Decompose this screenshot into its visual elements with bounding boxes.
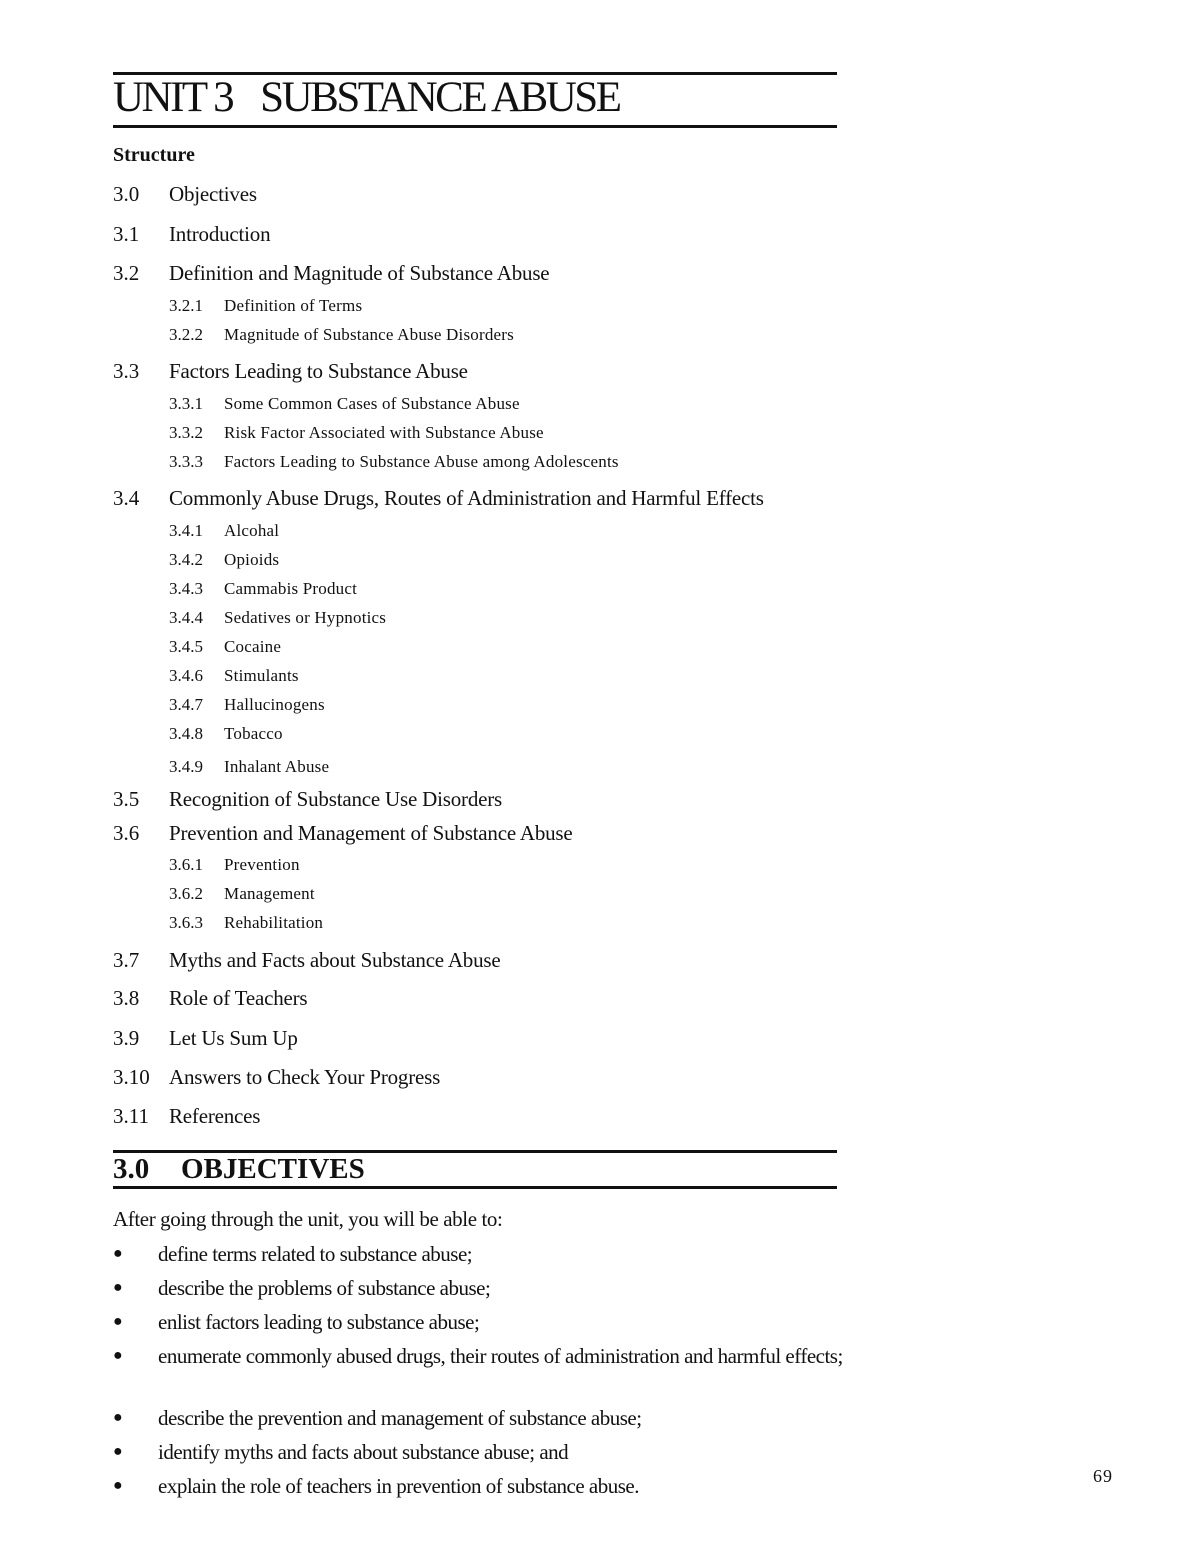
toc-subsection [169, 856, 300, 873]
unit-title-text: SUBSTANCE ABUSE [260, 74, 620, 121]
page-number: 69 [1093, 1466, 1113, 1486]
toc-title: Inhalant Abuse [224, 757, 330, 776]
toc-title: Answers to Check Your Progress [169, 1065, 441, 1089]
bullet-icon: ● [113, 1477, 123, 1494]
toc-number: 3.4.4 [169, 608, 203, 627]
toc-title: Rehabilitation [224, 913, 324, 932]
objectives-heading-number: 3.0 [113, 1153, 150, 1185]
toc-title: Commonly Abuse Drugs, Routes of Administration and Harmful Effects [169, 486, 764, 510]
toc-number: 3.6 [113, 821, 140, 845]
toc-title: Prevention and Management of Substance Abuse [169, 821, 573, 845]
objective-text: enlist factors leading to substance abuse; [158, 1310, 480, 1334]
toc-number: 3.3.2 [169, 423, 203, 442]
toc-number: 3.2.2 [169, 325, 203, 344]
toc-subsection [169, 885, 315, 902]
toc-number: 3.6.2 [169, 884, 203, 903]
toc-section [113, 184, 257, 205]
unit-number: UNIT 3 [113, 74, 233, 121]
objectives-heading-text: OBJECTIVES [181, 1153, 365, 1185]
toc-section [113, 789, 502, 810]
toc-title: Some Common Cases of Substance Abuse [224, 394, 520, 413]
toc-number: 3.3.3 [169, 452, 203, 471]
unit-title [113, 74, 619, 122]
toc-title: References [169, 1104, 261, 1128]
bullet-icon: ● [113, 1409, 123, 1426]
toc-subsection [169, 758, 329, 775]
toc-subsection [169, 453, 619, 470]
objective-text: describe the problems of substance abuse; [158, 1276, 491, 1300]
objective-item [113, 1472, 843, 1500]
toc-subsection [169, 551, 279, 568]
toc-title: Management [224, 884, 315, 903]
toc-title: Prevention [224, 855, 300, 874]
structure-label: Structure [113, 144, 195, 166]
bullet-icon: ● [113, 1245, 123, 1262]
toc-subsection [169, 638, 281, 655]
toc-number: 3.0 [113, 182, 140, 206]
toc-section [113, 488, 764, 509]
toc-number: 3.2 [113, 261, 140, 285]
toc-subsection [169, 914, 323, 931]
toc-subsection [169, 522, 279, 539]
toc-title: Let Us Sum Up [169, 1026, 298, 1050]
toc-title: Objectives [169, 182, 257, 206]
toc-number: 3.4.9 [169, 757, 203, 776]
toc-section [113, 361, 468, 382]
toc-title: Risk Factor Associated with Substance Abuse [224, 423, 544, 442]
toc-title: Alcohal [224, 521, 280, 540]
toc-section [113, 224, 270, 245]
toc-title: Factors Leading to Substance Abuse [169, 359, 468, 383]
toc-number: 3.9 [113, 1026, 140, 1050]
toc-title: Introduction [169, 222, 271, 246]
objective-item [113, 1438, 843, 1466]
objective-item [113, 1308, 843, 1336]
objective-item [113, 1240, 843, 1268]
toc-section [113, 988, 307, 1009]
objectives-heading [113, 1152, 365, 1186]
toc-section [113, 950, 500, 971]
toc-subsection [169, 667, 299, 684]
toc-number: 3.6.3 [169, 913, 203, 932]
toc-title: Cammabis Product [224, 579, 358, 598]
toc-title: Cocaine [224, 637, 282, 656]
toc-title: Factors Leading to Substance Abuse among Adolescents [224, 452, 619, 471]
toc-subsection [169, 395, 520, 412]
toc-number: 3.4.3 [169, 579, 203, 598]
objective-item [113, 1342, 843, 1370]
toc-number: 3.6.1 [169, 855, 203, 874]
toc-number: 3.8 [113, 986, 140, 1010]
objective-text: enumerate commonly abused drugs, their routes of administration and harmful effects; [158, 1344, 843, 1368]
toc-number: 3.10 [113, 1065, 150, 1089]
toc-number: 3.4.1 [169, 521, 203, 540]
toc-subsection [169, 580, 357, 597]
toc-section [113, 1028, 298, 1049]
objectives-bottom-rule [113, 1186, 837, 1189]
bullet-icon: ● [113, 1443, 123, 1460]
toc-section [113, 263, 549, 284]
toc-subsection [169, 609, 386, 626]
toc-number: 3.1 [113, 222, 140, 246]
objective-text: describe the prevention and management of substance abuse; [158, 1406, 642, 1430]
toc-number: 3.4.8 [169, 724, 203, 743]
bullet-icon: ● [113, 1347, 123, 1364]
toc-number: 3.4.2 [169, 550, 203, 569]
toc-title: Opioids [224, 550, 280, 569]
toc-number: 3.11 [113, 1104, 149, 1128]
objective-text: identify myths and facts about substance abuse; and [158, 1440, 569, 1464]
toc-title: Recognition of Substance Use Disorders [169, 787, 503, 811]
toc-number: 3.4.5 [169, 637, 203, 656]
toc-number: 3.4.6 [169, 666, 203, 685]
toc-subsection [169, 424, 544, 441]
toc-number: 3.3.1 [169, 394, 203, 413]
toc-subsection [169, 326, 514, 343]
toc-number: 3.4 [113, 486, 140, 510]
objective-item [113, 1274, 843, 1302]
toc-number: 3.7 [113, 948, 140, 972]
title-bottom-rule [113, 125, 837, 128]
toc-number: 3.3 [113, 359, 140, 383]
toc-title: Sedatives or Hypnotics [224, 608, 387, 627]
toc-title: Stimulants [224, 666, 299, 685]
toc-title: Magnitude of Substance Abuse Disorders [224, 325, 514, 344]
objective-text: define terms related to substance abuse; [158, 1242, 473, 1266]
toc-title: Role of Teachers [169, 986, 308, 1010]
bullet-icon: ● [113, 1313, 123, 1330]
objective-item [113, 1404, 843, 1432]
toc-subsection [169, 696, 325, 713]
objectives-intro: After going through the unit, you will be able to: [113, 1207, 503, 1231]
toc-title: Hallucinogens [224, 695, 325, 714]
toc-number: 3.4.7 [169, 695, 203, 714]
toc-subsection [169, 725, 283, 742]
toc-number: 3.2.1 [169, 296, 203, 315]
toc-number: 3.5 [113, 787, 140, 811]
objective-text: explain the role of teachers in prevention of substance abuse. [158, 1474, 639, 1498]
toc-subsection [169, 297, 362, 314]
toc-title: Tobacco [224, 724, 283, 743]
bullet-icon: ● [113, 1279, 123, 1296]
toc-title: Definition of Terms [224, 296, 363, 315]
toc-section [113, 1106, 260, 1127]
toc-title: Definition and Magnitude of Substance Abuse [169, 261, 550, 285]
toc-section [113, 823, 573, 844]
toc-title: Myths and Facts about Substance Abuse [169, 948, 501, 972]
toc-section [113, 1067, 440, 1088]
